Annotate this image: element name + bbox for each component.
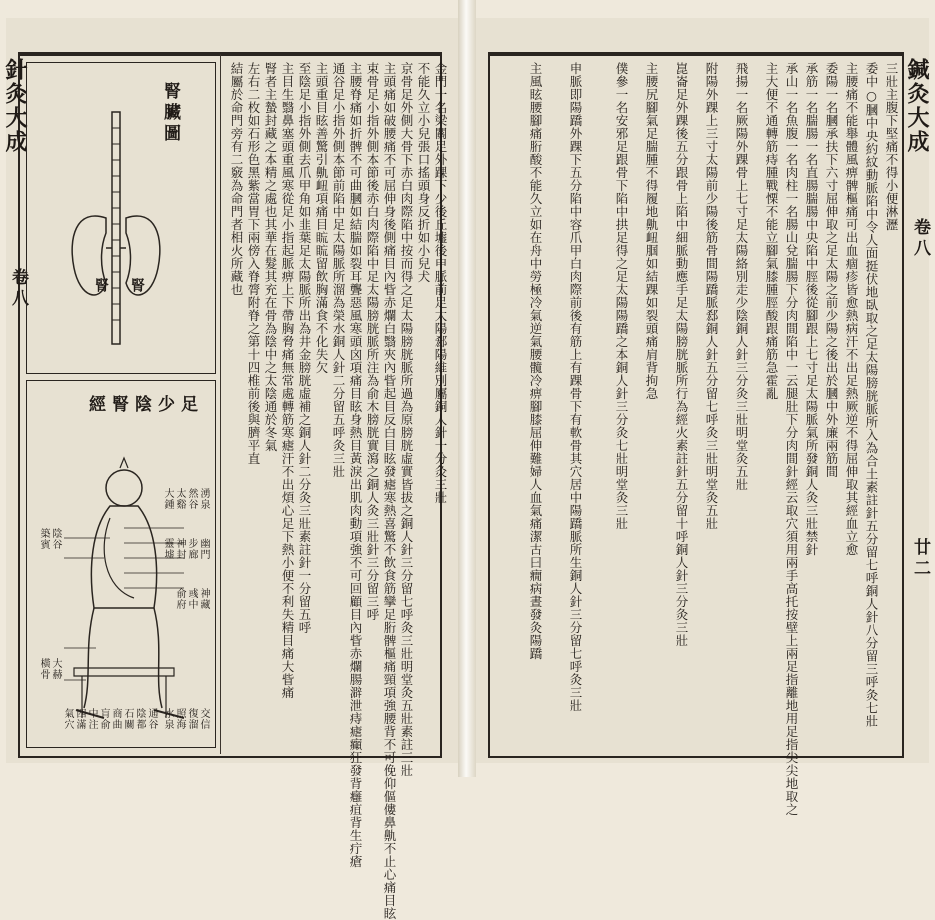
meridian-point-label-13: 氣穴: [62, 708, 73, 730]
meridian-point-label-12: 大赫: [50, 658, 61, 680]
left-col-2: 不能久立小兒張口搖頭身反折如小兒犬: [416, 62, 431, 283]
right-col-3: 主腰痛不能舉體風痹髀樞痛可出血痼疹皆愈熱病汗不出足熱厥逆不得屈伸取其經血立愈: [844, 62, 859, 556]
kidney-label-left: 腎: [93, 278, 109, 296]
meridian-point-label-20: 通谷: [146, 708, 157, 730]
left-col-1: 金門一名梁關足外踝下少後丘墟後申脈前足太陽郄陽維別屬銅人針一分灸三壯: [433, 62, 448, 504]
right-col-8: 飛揚一名厥陽外踝骨上七寸足太陽絡別走少陰銅人針三分灸三壯明堂灸五壯: [734, 62, 749, 491]
head-icon: [106, 470, 142, 506]
meridian-point-label-2: 然谷: [186, 488, 197, 510]
meridian-point-label-18: 石關: [122, 708, 133, 730]
meridian-figure: [34, 418, 204, 738]
meridian-point-label-9: 築賓: [38, 528, 49, 550]
kidney-diagram: [56, 108, 176, 348]
left-col-10: 主目生翳鼻塞頭重風寒從足小指起脈痹上下帶胸脅痛無常處轉筋寒瘧汗不出煩心足下熱小便不利失精目痛大眥痛: [280, 62, 295, 699]
left-col-12: 左右二枚如石形色黑紫當胃下兩傍入脊膂附脊之第十四椎前後與臍平直: [246, 62, 261, 465]
right-col-11: 主腰尻腳氣足腨腫不得履地鼽衄腘如結踝如裂頭痛肩背拘急: [644, 62, 659, 400]
right-margin-volume: 卷八: [910, 218, 930, 260]
meridian-point-label-21: 幽門: [198, 538, 209, 560]
left-page: [2, 18, 458, 920]
meridian-point-label-8: 交信: [198, 708, 209, 730]
right-col-7: 主大便不通轉筋痔腫戰慄不能立腳氣膝腫脛酸跟痛筋急霍亂: [764, 62, 779, 400]
right-margin-folio: 廿二: [910, 538, 930, 580]
meridian-point-label-19: 陰都: [134, 708, 145, 730]
meridian-point-label-5: 水泉: [162, 708, 173, 730]
right-col-2: 委中○膕中央約紋動脈陷中令人面挺伏地臥取之足太陽膀胱脈所入為合土素註針五分留七呼銅人針八分留三呼灸七壯: [864, 62, 879, 728]
meridian-point-label-11: 橫骨: [38, 658, 49, 680]
meridian-point-label-14: 四滿: [74, 708, 85, 730]
right-col-14: 主風眩腰腳痛胻酸不能久立如在舟中勞極冷氣逆氣腰髖冷痹腳膝屈伸難婦人血氣痛潔古曰癇病晝發灸陽蹻: [528, 62, 543, 660]
book-gutter: [458, 0, 476, 777]
meridian-point-label-3: 太谿: [174, 488, 185, 510]
right-col-10: 崑崙足外踝後五分跟骨上陷中細脈動應手足太陽膀胱脈所行為經火素註針五分留十呼銅人針三分灸三壯: [674, 62, 689, 647]
left-col-8: 主頭重目眩善驚引鼽衄項痛目䀮䀮留飲胸滿食不化失欠: [314, 62, 329, 374]
right-page-top-rule: [488, 52, 904, 54]
meridian-point-label-26: 彧中: [186, 588, 197, 610]
meridian-point-label-10: 陰谷: [50, 528, 61, 550]
topknot-icon: [120, 458, 128, 468]
meridian-point-label-25: 神藏: [198, 588, 209, 610]
meridian-point-label-22: 步廊: [186, 538, 197, 560]
right-col-6: 承山一名魚腹一名肉柱一名腸山兌腨腸下分肉間陷中一云腿肚下分肉間針經云取穴須用兩手高托按壁上兩足指離地用足指尖尖地取之: [784, 62, 799, 816]
left-col-13: 結屬於命門旁有二竅為命門者相火所藏也: [229, 62, 244, 296]
spine-segments-icon: [112, 128, 120, 320]
left-col-4: 主頭痛如破腰痛不可屈伸身後側痛目內眥赤爛白翳夾內眥起目反白目眩發瘧寒熱喜驚不飲食筋攣足胻髀樞痛頸項強腰背不可俛仰傴僂鼻鼽不止心痛目眩: [382, 62, 397, 920]
meridian-point-label-1: 湧泉: [198, 488, 209, 510]
meridian-point-label-24: 靈墟: [162, 538, 173, 560]
right-col-12: 僕參一名安邪足跟骨下陷中拱足得之足太陽陽蹻之本銅人針三分灸七壯明堂灸三壯: [614, 62, 629, 530]
meridian-figure-title: 足少陰腎經: [89, 395, 204, 415]
left-divider: [220, 54, 221, 754]
meridian-point-label-6: 照海: [174, 708, 185, 730]
left-col-9: 至陰足小指外側去爪甲角如韭葉足太陽脈所出為井金膀胱虛補之銅人針二分灸三壯素註針一分留五呼: [297, 62, 312, 634]
left-col-7: 通谷足小指外側本節前陷中足太陽脈所溜為榮水銅人針二分留五呼灸三壯: [331, 62, 346, 478]
right-col-1: 三壯主腹下堅痛不得小便淋瀝: [884, 62, 899, 231]
meridian-point-label-15: 中注: [86, 708, 97, 730]
legs-icon: [84, 608, 162, 708]
meridian-point-label-4: 大鍾: [162, 488, 173, 510]
right-col-9: 附陽外踝上三寸太陽前少陽後筋骨間陽蹻脈郄銅人針五分留七呼灸三壯明堂灸五壯: [704, 62, 719, 530]
right-col-4: 委陽一名膕承扶下六寸屈伸取之足太陽之前少陽之後出於膕中外廉兩筋間: [824, 62, 839, 478]
left-col-6: 主腰脊痛如折髀不可曲膕如結腨如裂耳聾惡風寒頭囟項痛目眩身熱目黃淚出肌肉動項強不可回顧目內眥赤爛腸澼泄痔瘧癲狂發背癰疽背生疔瘡: [348, 62, 363, 868]
left-margin-volume: 卷八: [8, 268, 28, 310]
meridian-point-label-16: 肓俞: [98, 708, 109, 730]
kidney-diagram-title: 腎臟圖: [160, 82, 180, 145]
left-margin-title: 針灸大成: [2, 58, 28, 154]
right-col-13: 申脈即陽蹻外踝下五分陷中容爪甲白肉際前後有筋上有踝骨下有軟骨其穴居中陽蹻脈所生銅人針三分留七呼灸三壯: [568, 62, 583, 712]
meridian-point-label-27: 俞府: [174, 588, 185, 610]
left-col-11: 腎者主蟄封藏之本精之處也其華在髮其充在骨為陰中之太陰通於冬氣: [263, 62, 278, 452]
spine-icon: [112, 112, 120, 344]
meridian-point-label-7: 復溜: [186, 708, 197, 730]
right-page: [476, 18, 930, 816]
right-margin-title: 鍼灸大成: [904, 58, 930, 154]
left-page-top-rule: [18, 52, 442, 54]
left-col-5: 束骨足小指外側本節後赤白肉際陷中足太陽膀胱脈所注為俞木膀胱實瀉之銅人灸三壯針三分留三呼: [365, 62, 380, 621]
kidney-label-right: 腎: [129, 278, 145, 296]
meridian-point-label-23: 神封: [174, 538, 185, 560]
left-col-3: 京骨足外側大骨下赤白肉際陷中按而得之足太陽膀胱脈所過為原膀胱虛實皆拔之銅人針三分留七呼灸三壯明堂灸五壯素註三壯: [399, 62, 414, 777]
right-col-5: 承筋一名腨腸一名直腸腨腸中央陷中脛後從腳跟上七寸足太陽脈氣所發銅人灸三壯禁針: [804, 62, 819, 556]
meridian-point-label-17: 商曲: [110, 708, 121, 730]
